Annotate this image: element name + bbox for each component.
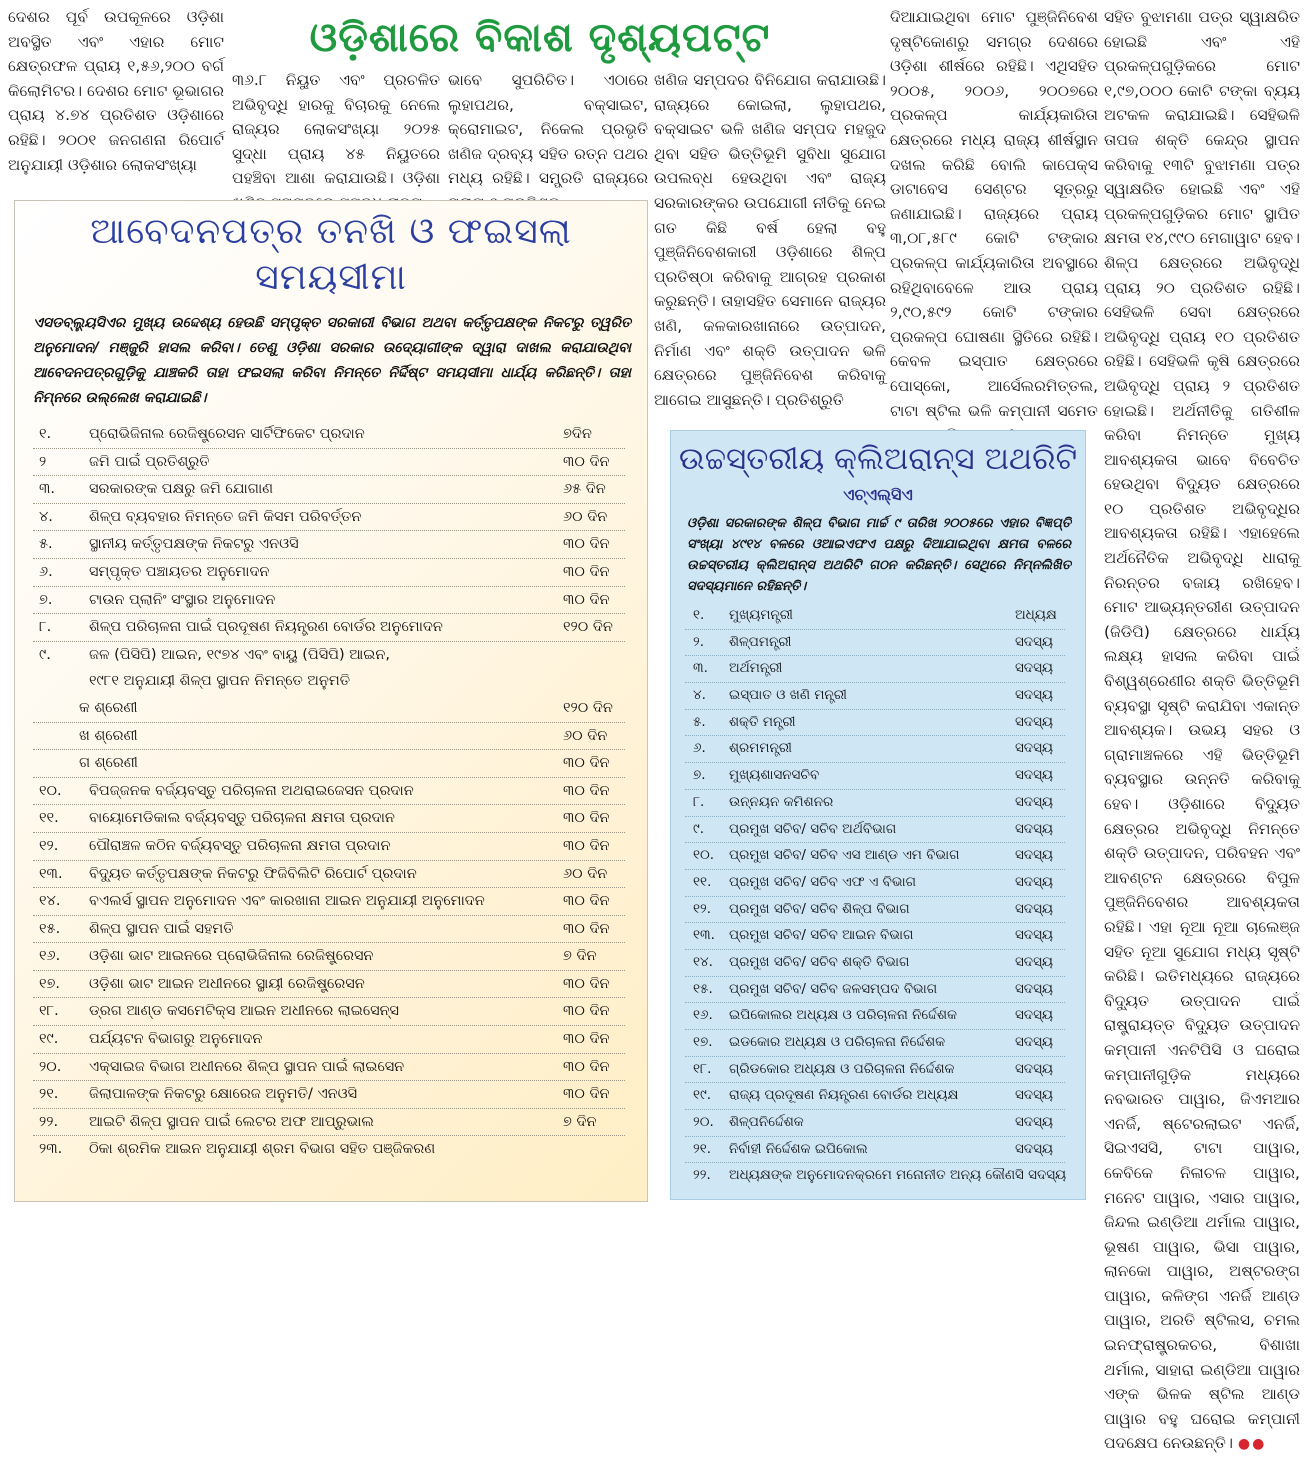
hlca-member-role: ସଦସ୍ୟ bbox=[1015, 1007, 1054, 1024]
hlca-member-row bbox=[685, 710, 1065, 737]
timeline-row-number: ୧୮. bbox=[39, 1003, 59, 1020]
hlca-member-name: ପ୍ରମୁଖ ସଚିବ/ ସଚିବ ଏଫ ଏ ବିଭାଗ bbox=[729, 873, 916, 890]
hlca-member-row bbox=[685, 1003, 1065, 1030]
hlca-member-number: ୨. bbox=[693, 633, 705, 650]
article-column-6 bbox=[1104, 5, 1300, 1453]
article-column-3: ଭାବେ ସୁପରିଚିତ। ଏଠାରେ ଲୁହାପଥର, ବକ୍ସାଇଟ, କ୍ରୋମାଇଟ, ନିକେଲ ପ୍ରଭୃତି ଖଣିଜ ଦ୍ରବ୍ୟ ସହିତ ରତ୍ନ ପଥର ମଧ୍ୟ ରହିଛି। ସମ୍ପ୍ରତି ରାଜ୍ୟରେ bbox=[448, 71, 648, 188]
end-mark: ●● bbox=[1237, 1436, 1267, 1453]
timeline-row-days: ୩୦ ଦିନ bbox=[563, 810, 610, 827]
hlca-member-name: ପ୍ରମୁଖ ସଚିବ/ ସଚିବ ଶକ୍ତି ବିଭାଗ bbox=[729, 953, 910, 970]
hlca-member-role: ସଦସ୍ୟ bbox=[1015, 900, 1054, 917]
hlca-member-row bbox=[685, 817, 1065, 844]
hlca-member-name: ନିର୍ବାହୀ ନିର୍ଦ୍ଦେଶକ ଇପିକୋଲ bbox=[729, 1140, 868, 1157]
timeline-row bbox=[33, 504, 625, 532]
timeline-row-days: ୧୨୦ ଦିନ bbox=[563, 619, 613, 636]
hlca-member-name: ଶକ୍ତି ମନ୍ତ୍ରୀ bbox=[729, 713, 796, 730]
hlca-member-number: ୩. bbox=[693, 660, 708, 677]
timeline-row-text: ସମ୍ପୃକ୍ତ ପଞ୍ଚାୟତର ଅନୁମୋଦନ bbox=[89, 563, 270, 580]
hlca-member-number: ୨୦. bbox=[693, 1114, 714, 1131]
hlca-member-number: ୧୨. bbox=[693, 900, 712, 917]
timeline-row-number: ୧୭. bbox=[39, 975, 61, 992]
timeline-row-number: ୧୧. bbox=[39, 810, 59, 827]
hlca-member-number: ୧୦. bbox=[693, 847, 715, 864]
timeline-row bbox=[33, 587, 625, 615]
hlca-member-name: ପ୍ରମୁଖ ସଚିବ/ ସଚିବ ଆଇନ ବିଭାଗ bbox=[729, 927, 914, 944]
hlca-member-name: ଗ୍ରିଡକୋର ଅଧ୍ୟକ୍ଷ ଓ ପରିଚାଳନା ନିର୍ଦ୍ଦେଶକ bbox=[729, 1060, 955, 1077]
timeline-row-days: ୩୦ ଦିନ bbox=[563, 1003, 610, 1020]
timeline-row bbox=[33, 531, 625, 559]
hlca-member-row bbox=[685, 977, 1065, 1004]
hlca-member-number: ୨୧. bbox=[693, 1140, 712, 1157]
timeline-row bbox=[33, 943, 625, 971]
hlca-member-name: ପ୍ରମୁଖ ସଚିବ/ ସଚିବ ଏସ ଆଣ୍ଡ ଏମ ବିଭାଗ bbox=[729, 847, 960, 864]
timeline-row-text: ଟାଉନ ପ୍ଲାନିଂ ସଂସ୍ଥାର ଅନୁମୋଦନ bbox=[89, 591, 276, 608]
timeline-row-number: ୧୦. bbox=[39, 782, 62, 799]
hlca-member-name: ପ୍ରମୁଖ ସଚିବ/ ସଚିବ ଅର୍ଥବିଭାଗ bbox=[729, 820, 897, 837]
timeline-row-number: ୪. bbox=[39, 508, 53, 525]
hlca-member-role: ସଦସ୍ୟ bbox=[1015, 713, 1054, 730]
timeline-row-days: ୩୦ ଦିନ bbox=[563, 1031, 610, 1048]
hlca-member-role: ସଦସ୍ୟ bbox=[1015, 1060, 1054, 1077]
hlca-member-number: ୧୪. bbox=[693, 953, 713, 970]
timeline-row-text: ଓଡ଼ିଶା ଭାଟ ଆଇନ ଅଧୀନରେ ସ୍ଥାୟୀ ରେଜିଷ୍ଟ୍ରେସନ bbox=[89, 975, 365, 992]
timeline-row-text: ସ୍ଥାନୀୟ କର୍ତ୍ତୃପକ୍ଷଙ୍କ ନିକଟରୁ ଏନଓସି bbox=[89, 536, 299, 553]
timeline-row bbox=[33, 668, 625, 695]
hlca-member-name: ପ୍ରମୁଖ ସଚିବ/ ସଚିବ ଜଳସମ୍ପଦ ବିଭାଗ bbox=[729, 980, 938, 997]
hlca-subtitle: ଏଚ୍‌ଏଲ୍‌ସିଏ bbox=[843, 485, 913, 504]
hlca-box bbox=[670, 430, 1086, 1200]
timeline-row-days: ୩୦ ଦିନ bbox=[563, 563, 610, 580]
timeline-row bbox=[33, 805, 625, 833]
headline: ଓଡ଼ିଶାରେ ବିକାଶ ଦୃଶ୍ୟପଟ୍ଟ bbox=[309, 15, 771, 61]
timeline-row-text: ବିଦ୍ୟୁତ କର୍ତ୍ତୃପକ୍ଷଙ୍କ ନିକଟରୁ ଫିଜିବିଲିଟି ରିପୋର୍ଟ ପ୍ରଦାନ bbox=[89, 865, 417, 882]
hlca-member-list bbox=[671, 603, 1085, 1189]
hlca-member-role: ସଦସ୍ୟ bbox=[1015, 633, 1054, 650]
hlca-member-role: ସଦସ୍ୟ bbox=[1015, 953, 1054, 970]
hlca-member-role: ସଦସ୍ୟ bbox=[1015, 1034, 1054, 1050]
timeline-row-number: ୧୫. bbox=[39, 920, 61, 937]
hlca-member-role: ସଦସ୍ୟ bbox=[1015, 740, 1054, 757]
hlca-member-role: ସଦସ୍ୟ bbox=[1015, 1087, 1054, 1104]
hlca-member-row bbox=[685, 897, 1065, 924]
article-column-6-text: ସହିତ ବୁଝାମଣା ପତ୍ର ସ୍ୱାକ୍ଷରିତ ହୋଇଛି ଏବଂ ଏହି ପ୍ରକଳ୍ପଗୁଡ଼ିକରେ ମୋଟ ୧,୯୭,୦୦୦ କୋଟି ଟଙ୍କା ବ୍ୟୟ ଅଟକଳ କରାଯାଇଛି। ସେହିଭଳି ତାପଜ ଶକ୍ତି କେନ୍ଦ୍ର ସ୍ଥାପନ କରିବାକୁ ୧୩ଟି ବୁଝାମଣା ପତ୍ର ସ୍ୱାକ୍ଷରିତ ହୋଇଛି ଏବଂ ଏହି ପ୍ରକଳ୍ପଗୁଡ଼ିକର ମୋଟ ସ୍ଥାପିତ କ୍ଷମତା ୧୪,୯୯୦ ମେଗାୱାଟ ହେବ। ଶିଳ୍ପ କ୍ଷେତ୍ରରେ ଅଭିବୃଦ୍ଧି ପ୍ରାୟ ୨୦ ପ୍ରତିଶତ ରହିଛି। ସେହିଭଳି ସେବା କ୍ଷେତ୍ରରେ ଅଭିବୃଦ୍ଧି ପ୍ରାୟ ୧୦ ପ୍ରତିଶତ ରହିଛି। ସେହିଭଳି କୃଷି କ୍ଷେତ୍ରରେ ଅଭିବୃଦ୍ଧି ପ୍ରାୟ ୨ ପ୍ରତିଶତ ହୋଇଛି। ଅର୍ଥନୀତିକୁ ଗତିଶୀଳ କରିବା ନିମନ୍ତେ ମୁଖ୍ୟ ଆବଶ୍ୟକତା ଭାବେ ବିବେଚିତ ହେଉଥିବା ବିଦ୍ୟୁତ କ୍ଷେତ୍ରରେ ୧୦ ପ୍ରତିଶତ ଅଭିବୃଦ୍ଧିର ଆବଶ୍ୟକତା ରହିଛି। ଏହାହେଲେ ଅର୍ଥନୈତିକ ଅଭିବୃଦ୍ଧି ଧାରାକୁ ନିରନ୍ତର ବଜାୟ ରଖିହେବ। ମୋଟ ଆଭ୍ୟନ୍ତରୀଣ ଉତ୍ପାଦନ (ଜିଡିପି) କ୍ଷେତ୍ରରେ ଧାର୍ଯ୍ୟ ଲକ୍ଷ୍ୟ ହାସଲ କରିବା ପାଇଁ ବିଶ୍ୱଶ୍ରେଣୀର ଶକ୍ତି ଭିତ୍ତିଭୂମି ବ୍ୟବସ୍ଥା ସୃଷ୍ଟି କରାଯିବା ଏକାନ୍ତ ଆବଶ୍ୟକ। ଉଭୟ ସହର ଓ ଗ୍ରାମାଞ୍ଚଳରେ ଏହି ଭିତ୍ତିଭୂମି ବ୍ୟବସ୍ଥାର ଉନ୍ନତି କରିବାକୁ ହେବ। ଓଡ଼ିଶାରେ ବିଦ୍ୟୁତ କ୍ଷେତ୍ରର ଅଭିବୃଦ୍ଧି ନିମନ୍ତେ ଶକ୍ତି ଉତ୍ପାଦନ, ପରିବହନ ଏବଂ ଆବଣ୍ଟନ କ୍ଷେତ୍ରରେ ବିପୁଳ ପୁଞ୍ଜିନିବେଶର ଆବଶ୍ୟକତା ରହିଛି। ଏହା ନୂଆ ନୂଆ ଚାଲେଞ୍ଜ ସହିତ ନୂଆ ସୁଯୋଗ ମଧ୍ୟ ସୃଷ୍ଟି କରିଛି। ଇତିମଧ୍ୟରେ ରାଜ୍ୟରେ ବିଦ୍ୟୁତ ଉତ୍ପାଦନ ପାଇଁ ରାଷ୍ଟ୍ରାୟତ୍ତ ବିଦ୍ୟୁତ ଉତ୍ପାଦନ କମ୍ପାନୀ ଏନଟିପିସି ଓ ଘରୋଇ କମ୍ପାନୀଗୁଡ଼ିକ ମଧ୍ୟରେ ନବଭାରତ ପାୱାର, ଜିଏମଆର ଏନର୍ଜି, ଷ୍ଟେରଲାଇଟ ଏନର୍ଜି, ସିଇଏସସି, ଟାଟା ପାୱାର, କେବିକେ ନିଳାଚଳ ପାୱାର, ମନେଟ ପାୱାର, ଏସାର ପାୱାର, ଜିନ୍ଦଲ ଇଣ୍ଡିଆ ଥର୍ମାଲ ପାୱାର, ଭୂଷଣ ପାୱାର, ଭିସା ପାୱାର, ଲାନକୋ ପାୱାର, ଅଷ୍ଟରଙ୍ଗ ପାୱାର, କଳିଙ୍ଗ ଏନର୍ଜି ଆଣ୍ଡ ପାୱାର, ଅରତି ଷ୍ଟିଲସ, ଚମଲ ଇନଫ୍ରାଷ୍ଟ୍ରକଚର, ବିଶାଖା ଥର୍ମାଲ, ସାହାରା ଇଣ୍ଡିଆ ପାୱାର ଏଙ୍କ ଭିଳକ ଷ୍ଟିଲ ଆଣ୍ଡ ପାୱାର ବହୁ ଘରୋଇ କମ୍ପାନୀ ପଦକ୍ଷେପ ନେଉଛନ୍ତି। bbox=[1104, 8, 1300, 1453]
timeline-row bbox=[33, 916, 625, 944]
timeline-row-text: କ ଶ୍ରେଣୀ bbox=[79, 699, 138, 716]
timeline-row-number: ୨୦. bbox=[39, 1058, 62, 1075]
hlca-member-row bbox=[685, 1083, 1065, 1110]
hlca-member-name: ମୁଖ୍ୟଶାସନସଚିବ bbox=[729, 767, 820, 784]
timeline-row-text: ଏକ୍ସାଇଜ ବିଭାଗ ଅଧୀନରେ ଶିଳ୍ପ ସ୍ଥାପନ ପାଇଁ ଲାଇସେନ bbox=[89, 1058, 405, 1075]
timeline-row-number: ୨୩. bbox=[39, 1141, 63, 1158]
timeline-row bbox=[33, 559, 625, 587]
article-column-2: ୩୬.୮ ନିୟୁତ ଏବଂ ପ୍ରଚଳିତ ଅଭିବୃଦ୍ଧି ହାରକୁ ବିଚାରକୁ ନେଲେ ରାଜ୍ୟର ଲୋକସଂଖ୍ୟା ୨୦୨୫ ସୁଦ୍ଧା ପ୍ରାୟ ୪୫ ନିୟୁତରେ ପହଞ୍ଚିବା ଆଶା କରାଯାଉଛି। ଓଡ଼ିଶା bbox=[232, 71, 440, 188]
hlca-member-row bbox=[685, 763, 1065, 790]
hlca-member-name: ଇସ୍ପାତ ଓ ଖଣି ମନ୍ତ୍ରୀ bbox=[729, 687, 847, 704]
timeline-row bbox=[33, 723, 625, 751]
article-column-1: ଦେଶର ପୂର୍ବ ଉପକୂଳରେ ଓଡ଼ିଶା ଅବସ୍ଥିତ ଏବଂ ଏହାର ମୋଟ କ୍ଷେତ୍ରଫଳ ପ୍ରାୟ ୧,୫୬,୨୦୦ ବର୍ଗ କିଲୋମିଟର। ଦେଶର ମୋଟ ଭୂଭାଗର ପ୍ରାୟ ୪.୭୪ ପ୍ରତିଶତ ଓଡ଼ିଶାରେ ରହିଛି। ୨୦୦୧ ଜନଗଣନା ରିପୋର୍ଟ ଅନୁଯାୟୀ ଓଡ଼ିଶାର ଲୋକସଂଖ୍ୟା bbox=[8, 8, 224, 174]
hlca-member-row bbox=[685, 630, 1065, 657]
hlca-member-number: ୧୬. bbox=[693, 1007, 713, 1024]
timeline-row bbox=[33, 449, 625, 477]
timeline-row-days: ୬୫ ଦିନ bbox=[563, 481, 606, 498]
timeline-row-number: ୧୪. bbox=[39, 893, 61, 910]
hlca-member-name: ଅର୍ଥମନ୍ତ୍ରୀ bbox=[729, 660, 783, 677]
timeline-row-days: ୩୦ ଦିନ bbox=[563, 755, 610, 772]
hlca-member-number: ୧୯. bbox=[693, 1087, 712, 1104]
timeline-row-number: ୫. bbox=[39, 536, 53, 553]
timeline-row-text: ଗ ଶ୍ରେଣୀ bbox=[79, 755, 138, 772]
timeline-row-days: ୭ ଦିନ bbox=[563, 948, 597, 965]
timeline-row-days: ୬୦ ଦିନ bbox=[563, 727, 608, 744]
timeline-row bbox=[33, 1109, 625, 1137]
hlca-member-row bbox=[685, 1137, 1065, 1164]
hlca-member-number: ୧୧. bbox=[693, 873, 712, 890]
timeline-row-number: ୧୩. bbox=[39, 865, 63, 882]
timeline-row-text: ପ୍ରୋଭିଜିନାଲ ରେଜିଷ୍ଟ୍ରେସନ ସାର୍ଟିଫିକେଟ ପ୍ରଦାନ bbox=[89, 426, 365, 442]
timeline-row-days: ୭ ଦିନ bbox=[563, 1113, 597, 1130]
timeline-row-number: ୨ bbox=[39, 453, 47, 470]
timeline-row-text: ବାୟୋମେଡିକାଲ ବର୍ଜ୍ୟବସ୍ତୁ ପରିଚାଳନା କ୍ଷମତା ପ୍ରଦାନ bbox=[89, 810, 395, 827]
timeline-row bbox=[33, 421, 625, 449]
article-column-4: ଖଣିଜ ସମ୍ପଦର ବିନିଯୋଗ କରାଯାଉଛି। ରାଜ୍ୟରେ କୋଇଲା, ଲୁହାପଥର, ବକ୍ସାଇଟ ଭଳି ଖଣିଜ ସମ୍ପଦ ମହଜୁଦ ଥିବା ସହିତ ଭିତ୍ତିଭୂମି ସୁବିଧା ସୁଯୋଗ ଉପଲବ୍ଧ ହେଉଥିବା ଏବଂ ରାଜ୍ୟ ସରକାରଙ୍କର ଉପଯୋଗୀ ନୀତିକୁ ନେଇ ଗତ କିଛି ବର୍ଷ ହେଲା ବହୁ ପୁଞ୍ଜିନିବେଶକାରୀ ଓଡ଼ିଶାରେ ଶିଳ୍ପ ପ୍ରତିଷ୍ଠା କରିବାକୁ ଆଗ୍ରହ ପ୍ରକାଶ କରୁଛନ୍ତି। ତାହାସହିତ ସେମାନେ ରାଜ୍ୟର ଖଣି, କଳକାରଖାନାରେ ଉତ୍ପାଦନ, ନିର୍ମାଣ ଏବଂ ଶକ୍ତି ଉତ୍ପାଦନ ଭଳି କ୍ଷେତ୍ରରେ ପୁଞ୍ଜିନିବେଶ କରିବାକୁ ଆଗେଇ ଆସୁଛନ୍ତି। ପ୍ରତିଶ୍ରୁତି bbox=[654, 71, 886, 409]
timeline-row-number: ୧୯. bbox=[39, 1031, 59, 1048]
hlca-member-role: ସଦସ୍ୟ bbox=[1015, 660, 1054, 677]
hlca-member-role: ସଦସ୍ୟ bbox=[1015, 793, 1054, 810]
timeline-row-text: ବଏଲର୍ସ ସ୍ଥାପନ ଅନୁମୋଦନ ଏବଂ କାରଖାନା ଆଇନ ଅନୁଯାୟୀ ଅନୁମୋଦନ bbox=[89, 893, 485, 910]
timeline-row-number: ୬. bbox=[39, 563, 53, 580]
hlca-member-name: ରାଜ୍ୟ ପ୍ରଦୂଷଣ ନିୟନ୍ତ୍ରଣ ବୋର୍ଡର ଅଧ୍ୟକ୍ଷ bbox=[729, 1087, 959, 1104]
timeline-row-text: ୧୯୮୧ ଅନୁଯାୟୀ ଶିଳ୍ପ ସ୍ଥାପନ ନିମନ୍ତେ ଅନୁମତି bbox=[89, 673, 351, 690]
hlca-member-row bbox=[685, 923, 1065, 950]
timeline-row bbox=[33, 476, 625, 504]
timeline-row-text: ଜଳ (ପିସିପି) ଆଇନ, ୧୯୭୪ ଏବଂ ବାୟୁ (ପିସିପି) ଆଇନ, bbox=[89, 646, 390, 663]
timeline-row-days: ୩୦ ଦିନ bbox=[563, 975, 610, 992]
timeline-row-days: ୩୦ ଦିନ bbox=[563, 453, 610, 470]
timeline-row-text: ଶିଳ୍ପ ବ୍ୟବହାର ନିମନ୍ତେ ଜମି କିସମ ପରିବର୍ତ୍ତନ bbox=[89, 508, 362, 525]
timeline-box bbox=[14, 200, 648, 1202]
hlca-member-row bbox=[685, 790, 1065, 817]
timeline-row-days: ୩୦ ଦିନ bbox=[563, 1058, 610, 1075]
hlca-member-number: ୮. bbox=[693, 793, 705, 810]
hlca-member-number: ୫. bbox=[693, 713, 706, 730]
timeline-row-text: ଓଡ଼ିଶା ଭାଟ ଆଇନରେ ପ୍ରୋଭିଜିନାଲ ରେଜିଷ୍ଟ୍ରେସନ bbox=[89, 948, 374, 965]
hlca-member-name: ଶିଳ୍ପମନ୍ତ୍ରୀ bbox=[729, 633, 792, 650]
timeline-row-days: ୬୦ ଦିନ bbox=[563, 508, 608, 525]
hlca-member-name: ଶିଳ୍ପନିର୍ଦ୍ଦେଶକ bbox=[729, 1114, 804, 1131]
timeline-row-days: ୧୨୦ ଦିନ bbox=[563, 699, 613, 716]
timeline-row-text: ଠିକା ଶ୍ରମିକ ଆଇନ ଅନୁଯାୟୀ ଶ୍ରମ ବିଭାଗ ସହିତ ପଞ୍ଜିକରଣ bbox=[89, 1141, 436, 1158]
timeline-row-text: ପର୍ଯ୍ୟଟନ ବିଭାଗରୁ ଅନୁମୋଦନ bbox=[89, 1031, 263, 1048]
timeline-row-days: ୩୦ ଦିନ bbox=[563, 920, 610, 937]
timeline-row-number: ୯. bbox=[39, 646, 51, 663]
timeline-title: ଆବେଦନପତ୍ର ତନଖି ଓ ଫଇସଲା ସମୟସୀମା bbox=[90, 211, 572, 298]
timeline-row-days: ୬୦ ଦିନ bbox=[563, 865, 608, 882]
timeline-row-number: ୧୬. bbox=[39, 948, 61, 965]
timeline-row-text: ଶିଳ୍ପ ସ୍ଥାପନ ପାଇଁ ସହମତି bbox=[89, 920, 234, 937]
timeline-row bbox=[33, 695, 625, 723]
timeline-row-number: ୨୨. bbox=[39, 1113, 59, 1130]
timeline-row-text: ଜିଲାପାଳଙ୍କ ନିକଟରୁ କ୍ଷୋରେଜ ଅନୁମତି/ ଏନଓସି bbox=[89, 1086, 358, 1103]
timeline-row bbox=[33, 778, 625, 806]
timeline-row bbox=[33, 888, 625, 916]
timeline-row-number: ୩. bbox=[39, 481, 56, 498]
hlca-member-name: ଇଡକୋର ଅଧ୍ୟକ୍ଷ ଓ ପରିଚାଳନା ନିର୍ଦ୍ଦେଶକ bbox=[729, 1034, 946, 1050]
hlca-member-row bbox=[685, 950, 1065, 977]
timeline-row-text: ସରକାରଙ୍କ ପକ୍ଷରୁ ଜମି ଯୋଗାଣ bbox=[89, 481, 274, 498]
timeline-row bbox=[33, 750, 625, 778]
hlca-member-row bbox=[685, 1110, 1065, 1137]
hlca-member-row bbox=[685, 1163, 1065, 1189]
timeline-row bbox=[33, 1081, 625, 1109]
hlca-member-number: ୧୮. bbox=[693, 1060, 712, 1077]
hlca-member-name: ଶ୍ରମମନ୍ତ୍ରୀ bbox=[729, 740, 792, 757]
hlca-member-number: ୧. bbox=[693, 607, 705, 623]
hlca-intro: ଓଡ଼ିଶା ସରକାରଙ୍କ ଶିଳ୍ପ ବିଭାଗ ମାର୍ଚ୍ଚ ୯ ତାରିଖ ୨୦୦୫ରେ ଏହାର ବିଜ୍ଞପ୍ତି ସଂଖ୍ୟା ୪୯୧୪ ବଳରେ ଓଆଇଏଫଏ ପକ୍ଷରୁ ଦିଆଯାଇଥିବା କ୍ଷମତା ବଳରେ ଉଚ୍ଚସ୍ତରୀୟ କ୍ଲିଅରାନ୍ସ ଅଥରିଟି ଗଠନ କରିଛନ୍ତି। ସେଥିରେ ନିମ୍ନଲିଖିତ ସଦସ୍ୟମାନେ ରହିଛନ୍ତି। bbox=[687, 516, 1071, 594]
timeline-row-text: ଶିଳ୍ପ ପରିଚାଳନା ପାଇଁ ପ୍ରଦୂଷଣ ନିୟନ୍ତ୍ରଣ ବୋର୍ଡର ଅନୁମୋଦନ bbox=[89, 619, 443, 636]
hlca-member-row bbox=[685, 870, 1065, 897]
hlca-member-role: ସଦସ୍ୟ bbox=[1015, 847, 1054, 864]
hlca-member-number: ୧୭. bbox=[693, 1034, 713, 1050]
timeline-row-text: ବିପଜ୍ଜନକ ବର୍ଜ୍ୟବସ୍ତୁ ପରିଚାଳନା ଅଥରାଇଜେସନ ପ୍ରଦାନ bbox=[89, 782, 414, 799]
hlca-member-row bbox=[685, 1030, 1065, 1057]
hlca-member-number: ୬. bbox=[693, 740, 706, 757]
hlca-member-number: ୧୫. bbox=[693, 980, 713, 997]
timeline-row bbox=[33, 642, 625, 669]
hlca-member-number: ୧୩. bbox=[693, 927, 715, 944]
timeline-row bbox=[33, 998, 625, 1026]
timeline-row-number: ୭. bbox=[39, 591, 53, 608]
timeline-row bbox=[33, 1026, 625, 1054]
timeline-row-number: ୧୨. bbox=[39, 837, 59, 854]
timeline-row bbox=[33, 861, 625, 889]
hlca-member-role: ସଦସ୍ୟ bbox=[1015, 1114, 1054, 1131]
timeline-row-days: ୩୦ ଦିନ bbox=[563, 837, 610, 854]
hlca-member-row bbox=[685, 603, 1065, 630]
timeline-row bbox=[33, 1136, 625, 1163]
hlca-member-role: ଅଧ୍ୟକ୍ଷ bbox=[1015, 607, 1057, 623]
timeline-row-text: ଡ୍ରଗ ଆଣ୍ଡ କସମେଟିକ୍ସ ଆଇନ ଅଧୀନରେ ଲାଇସେନ୍ସ bbox=[89, 1003, 400, 1020]
hlca-member-role: ସଦସ୍ୟ bbox=[1015, 820, 1054, 837]
timeline-row-number: ୧. bbox=[39, 426, 52, 442]
hlca-member-role: ସଦସ୍ୟ bbox=[1015, 687, 1054, 704]
timeline-row-text: ପୌରାଞ୍ଚଳ କଠିନ ବର୍ଜ୍ୟବସ୍ତୁ ପରିଚାଳନା କ୍ଷମତା ପ୍ରଦାନ bbox=[89, 837, 391, 854]
timeline-row-text: ଜମି ପାଇଁ ପ୍ରତିଶ୍ରୁତି bbox=[89, 453, 210, 470]
timeline-row-days: ୩୦ ଦିନ bbox=[563, 536, 610, 553]
timeline-row bbox=[33, 1054, 625, 1082]
timeline-list bbox=[15, 421, 647, 1163]
hlca-member-number: ୨୨. bbox=[693, 1167, 711, 1184]
timeline-row bbox=[33, 833, 625, 861]
hlca-member-name: ପ୍ରମୁଖ ସଚିବ/ ସଚିବ ଶିଳ୍ପ ବିଭାଗ bbox=[729, 900, 910, 917]
hlca-member-role: ସଦସ୍ୟ bbox=[1015, 873, 1054, 890]
hlca-member-role: ସଦସ୍ୟ bbox=[1015, 927, 1054, 944]
hlca-member-role: ସଦସ୍ୟ bbox=[1015, 1140, 1054, 1157]
timeline-row bbox=[33, 971, 625, 999]
hlca-member-row bbox=[685, 683, 1065, 710]
timeline-row-days: ୩୦ ଦିନ bbox=[563, 1086, 610, 1103]
timeline-row-number: ୮. bbox=[39, 619, 52, 636]
timeline-row-days: ୭ଦିନ bbox=[563, 426, 592, 442]
timeline-row-text: ଖ ଶ୍ରେଣୀ bbox=[79, 727, 138, 744]
hlca-member-row bbox=[685, 1057, 1065, 1084]
hlca-member-role: ସଦସ୍ୟ bbox=[1015, 767, 1054, 784]
hlca-title: ଉଚ୍ଚସ୍ତରୀୟ କ୍ଲିଅରାନ୍ସ ଅଥରିଟି bbox=[678, 441, 1078, 477]
timeline-row-days: ୩୦ ଦିନ bbox=[563, 591, 610, 608]
timeline-row-days: ୩୦ ଦିନ bbox=[563, 893, 610, 910]
article-column-5: ଦିଆଯାଇଥିବା ମୋଟ ପୁଞ୍ଜିନିବେଶ ଦୃଷ୍ଟିକୋଣରୁ ସମଗ୍ର ଦେଶରେ ଓଡ଼ିଶା ଶୀର୍ଷରେ ରହିଛି। ଏଥିସହିତ ୨୦୦୫, ୨୦୦୬, ୨୦୦୭ରେ ପ୍ରକଳ୍ପ କାର୍ଯ୍ୟକାରିତା କ୍ଷେତ୍ରରେ ମଧ୍ୟ ରାଜ୍ୟ ଶୀର୍ଷସ୍ଥାନ ଦଖଲ କରିଛି ବୋଲି କାପେକ୍ସ ଡାଟାବେସ ସେଣ୍ଟର ସୂତ୍ରରୁ ଜଣାଯାଇଛି। ରାଜ୍ୟରେ ପ୍ରାୟ ୩,୦୮,୫୮୯ କୋଟି ଟଙ୍କାର ପ୍ରକଳ୍ପ କାର୍ଯ୍ୟକାରିତା ଅବସ୍ଥାରେ ରହିଥିବାବେଳେ ଆଉ ପ୍ରାୟ ୨,୯୦,୫୯୨ କୋଟି ଟଙ୍କାର ପ୍ରକଳ୍ପ ଘୋଷଣା ସ୍ଥିତିରେ ରହିଛି। କେବଳ ଇସ୍ପାତ କ୍ଷେତ୍ରରେ ପୋସ୍କୋ, ଆର୍ସେଲରମିତ୍ତଲ, ଟାଟା ଷ୍ଟିଲ ଭଳି କମ୍ପାନୀ ସମେତ bbox=[890, 8, 1098, 420]
hlca-member-row bbox=[685, 736, 1065, 763]
hlca-member-name: ମୁଖ୍ୟମନ୍ତ୍ରୀ bbox=[729, 607, 793, 623]
timeline-row-number: ୨୧. bbox=[39, 1086, 59, 1103]
hlca-member-number: ୭. bbox=[693, 767, 706, 784]
timeline-intro: ଏସଡବ୍ଲ୍ୟୁସିଏର ମୁଖ୍ୟ ଉଦ୍ଦେଶ୍ୟ ହେଉଛି ସମ୍ପୃକ୍ତ ସରକାରୀ ବିଭାଗ ଅଥବା କର୍ତ୍ତୃପକ୍ଷଙ୍କ ନିକଟରୁ ତ୍ୱରିତ ଅନୁମୋଦନ/ ମଞ୍ଜୁରି ହାସଲ କରିବା। ତେଣୁ ଓଡ଼ିଶା ସରକାର ଉଦ୍ୟୋଗୀଙ୍କ ଦ୍ୱାରା ଦାଖଲ କରାଯାଉଥିବା ଆବେଦନପତ୍ରଗୁଡ଼ିକୁ ଯାଞ୍ଚକରି ତାହା ଫଇସଲା କରିବା ନିମନ୍ତେ ନିର୍ଦ୍ଦିଷ୍ଟ ସମୟସୀମା ଧାର୍ଯ୍ୟ କରିଛନ୍ତି। ତାହା ନିମ୍ନରେ ଉଲ୍ଲେଖ କରାଯାଇଛି। bbox=[33, 315, 631, 406]
timeline-row-text: ଆଇଟି ଶିଳ୍ପ ସ୍ଥାପନ ପାଇଁ ଲେଟର ଅଫ ଆପ୍ରୁଭାଲ bbox=[89, 1113, 374, 1130]
timeline-row-days: ୩୦ ଦିନ bbox=[563, 782, 610, 799]
hlca-member-name: ଅଧ୍ୟକ୍ଷଙ୍କ ଅନୁମୋଦନକ୍ରମେ ମନୋନୀତ ଅନ୍ୟ କୌଣସି ସଦସ୍ୟ bbox=[729, 1167, 1067, 1184]
hlca-member-name: ଉନ୍ନୟନ କମିଶନର bbox=[729, 793, 834, 810]
hlca-member-role: ସଦସ୍ୟ bbox=[1015, 980, 1054, 997]
hlca-member-row bbox=[685, 843, 1065, 870]
hlca-member-number: ୪. bbox=[693, 687, 706, 704]
hlca-member-name: ଇପିକୋଲର ଅଧ୍ୟକ୍ଷ ଓ ପରିଚାଳନା ନିର୍ଦ୍ଦେଶକ bbox=[729, 1007, 957, 1024]
timeline-row bbox=[33, 614, 625, 642]
hlca-member-number: ୯. bbox=[693, 820, 705, 837]
hlca-member-row bbox=[685, 656, 1065, 683]
